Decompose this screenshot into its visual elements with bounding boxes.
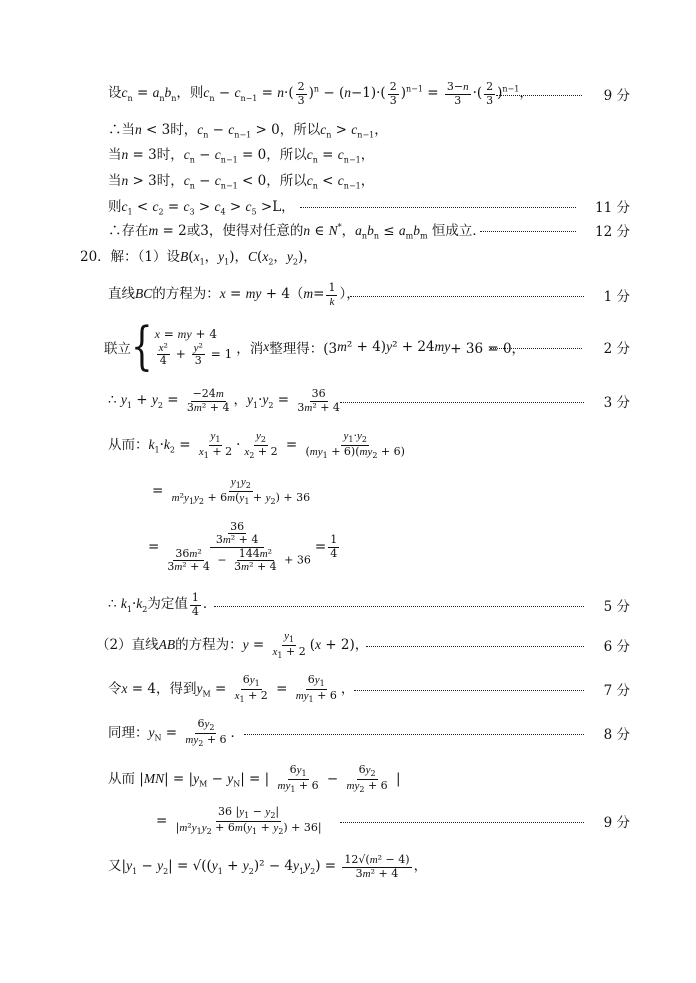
line-1 bbox=[0, 80, 696, 108]
line-12 bbox=[0, 474, 696, 508]
score-label: 5 分 bbox=[603, 599, 630, 615]
leader-dots bbox=[354, 689, 584, 691]
line-7-content: 20．解：（1）设$B(x_1$，$y_1$)，$C(x_2$，$y_2$)， bbox=[80, 249, 317, 267]
score-label: 7 分 bbox=[603, 683, 630, 699]
line-1-content: 设$c_n = a_nb_n$，则$c_n - c_{n-1} = n\cdot$( $\frac{2}{3}$ )$^n$ − (n−1)·( $\frac{2}{3}$ )$^{n-1}$ = $\frac{3-n}{3}$ ·( $\frac{2}{3}$ )$^{n-1}$， bbox=[108, 80, 533, 107]
line-4-content: 当n > 3时，$c_n - c_{n-1} < 0$，所以$c_n < c_{n-1}$， bbox=[108, 173, 375, 191]
line-18-content: 从而 $|MN| = |y_M - y_N|$ = | $\frac{6y_1}{my_1 + 6}$ − $\frac{6y_2}{my_2 + 6}$ | bbox=[108, 762, 401, 794]
line-10-content: ∴ $y_1 + y_2$ = $\frac{-24m}{\text{3m² + 4}}$ ，$y_1\cdot y_2$ = $\frac{36}{\text{3m² + 4}}$ bbox=[108, 387, 340, 414]
line-11-content: 从而：$k_1\cdot k_2$ = $\frac{y_1}{x_1 + 2}$ · $\frac{y_2}{x_2 + 2}$ = $\frac{y_1\cdot y_2}{(my_1 + 6)(my_2 + 6)}$ bbox=[108, 428, 405, 460]
line-14 bbox=[0, 588, 696, 622]
line-15 bbox=[0, 628, 696, 662]
leader-dots bbox=[300, 206, 576, 208]
line-9 bbox=[0, 317, 696, 377]
line-19-content: = $\frac{36 |y_1 - y_2|}{|m^2y_1y_2 + 6m(y_1 + y_2) + 36|}$ bbox=[156, 804, 322, 836]
line-17-content: 同理：$y_N$ = $\frac{6y_2}{my_2 + 6}$ ． bbox=[108, 716, 245, 748]
leader-dots bbox=[214, 605, 584, 607]
score-label: 2 分 bbox=[603, 341, 630, 357]
line-8 bbox=[0, 278, 696, 312]
leader-dots bbox=[490, 347, 582, 349]
leader-dots bbox=[340, 401, 584, 403]
line-18 bbox=[0, 762, 696, 796]
line-20 bbox=[0, 850, 696, 884]
line-19 bbox=[0, 804, 696, 838]
line-9-content: 联立 { x = my + 4 $\frac{\text{x²}}{4}$ + $\frac{\text{y²}}{3}$ = 1 ，消 x 整理得：(3 m ² + 4) y ² + 24 my + 36 = 0， bbox=[104, 317, 526, 377]
leader-dots bbox=[366, 645, 584, 647]
line-15-content: （2）直线AB的方程为：y = $\frac{y_1}{x_1 + 2}$ (x + 2)， bbox=[96, 629, 369, 660]
leader-dots bbox=[340, 821, 584, 823]
line-13-content: = $\frac{36}{\text{3m² + 4}}$ $\frac{\text{36m²}}{\text{3m² + 4}}$ − $\frac{\text{144m²}}{\text{3m² + 4}}$ + 36 = $\frac{1}{4}$ bbox=[148, 520, 338, 573]
line-11 bbox=[0, 428, 696, 462]
line-16-content: 令x = 4，得到$y_M$ = $\frac{6y_1}{x_1 + 2}$ = $\frac{6y_1}{my_1 + 6}$ ， bbox=[108, 672, 355, 704]
score-label: 1 分 bbox=[603, 289, 630, 305]
line-12-content: = $\frac{y_1y_2}{m^2y_1y_2 + 6m(y_1 + y_2) + 36}$ bbox=[152, 475, 311, 506]
line-3-content: 当n = 3时，$c_n - c_{n-1} = 0$，所以$c_n = c_{n-1}$， bbox=[108, 147, 375, 165]
leader-dots bbox=[244, 733, 584, 735]
line-8-content: 直线BC的方程为：x = my + 4（m= $\frac{1}{k}$ ）， bbox=[108, 281, 360, 308]
score-label: 9 分 bbox=[603, 88, 630, 104]
score-label: 11 分 bbox=[595, 200, 630, 216]
line-3 bbox=[0, 140, 696, 168]
line-6 bbox=[0, 216, 696, 244]
leader-dots bbox=[496, 94, 582, 96]
line-2-content: ∴当n < 3时，$c_n - c_{n-1} > 0$，所以$c_n > c_{n-1}$， bbox=[108, 122, 388, 140]
score-label: 3 分 bbox=[603, 395, 630, 411]
leader-dots bbox=[480, 230, 576, 232]
line-4 bbox=[0, 166, 696, 194]
score-label: 8 分 bbox=[603, 727, 630, 743]
line-20-content: 又$|y_1 - y_2| = √((y_1 + y_2)^2 - 4y_1y_2)$ = $\frac{\text{12√(m² − 4)}}{\text{3m² + 4}}$ ， bbox=[108, 853, 428, 880]
line-14-content: ∴ $k_1\cdot k_2$为定值 $\frac{1}{4}$ ． bbox=[108, 591, 217, 618]
line-7 bbox=[0, 242, 696, 270]
line-2 bbox=[0, 115, 696, 143]
line-5-content: 则$c_1 < c_2 = c_3 > c_4 > c_5 >L$， bbox=[108, 199, 295, 217]
score-label: 12 分 bbox=[595, 224, 630, 240]
line-17 bbox=[0, 716, 696, 750]
line-6-content: ∴存在m = 2或3，使得对任意的n ∈ N*，$a_nb_n \le a_mb_m$ 恒成立． bbox=[108, 222, 486, 241]
score-label: 9 分 bbox=[603, 815, 630, 831]
score-label: 6 分 bbox=[603, 639, 630, 655]
line-16 bbox=[0, 672, 696, 706]
line-10 bbox=[0, 384, 696, 418]
leader-dots bbox=[350, 295, 584, 297]
line-13 bbox=[0, 514, 696, 580]
